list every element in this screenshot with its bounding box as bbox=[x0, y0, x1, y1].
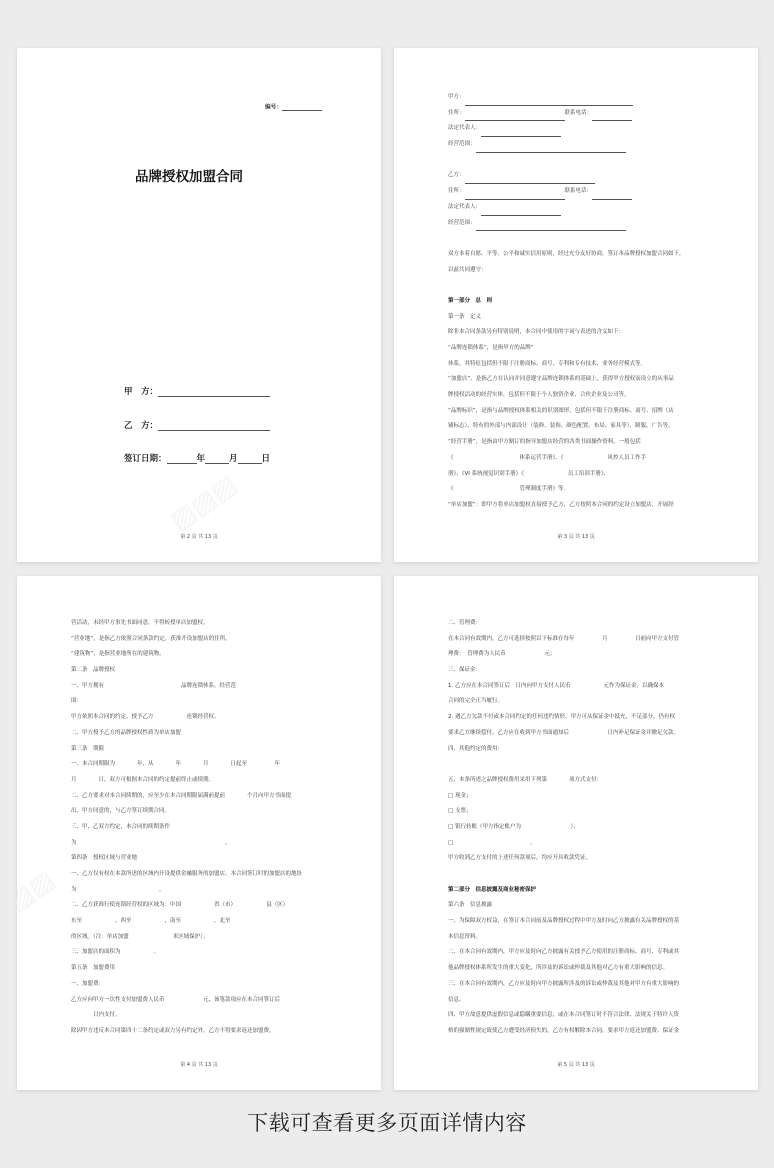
party-b-label: 乙 方： bbox=[124, 421, 159, 431]
text-line: 为 。 bbox=[71, 886, 165, 893]
page-4-body bbox=[448, 616, 718, 1040]
page-footer: 第 5 页 共 13 页 bbox=[557, 1062, 595, 1068]
text-line: 的区域。（注：单店加盟 米区域保护）。 bbox=[71, 933, 209, 940]
party-a-line bbox=[124, 385, 270, 397]
text-line: 甲方： bbox=[448, 90, 718, 106]
text-line: 月 日，双方可根据本合同的约定提前终止或续期。 bbox=[71, 776, 215, 783]
text-line: “经营手册”，是指由甲方制订的指导加盟店经营的各类书面操作资料，一般包括 bbox=[448, 439, 641, 446]
year-label: 年 bbox=[196, 454, 206, 464]
text-line: 除非本合同条款另有特别说明，本合同中使用的字词与表述的含义如下： bbox=[448, 329, 625, 336]
text-line: 营活动，未经甲方事先书面同意，不得转授单店加盟权。 bbox=[71, 620, 209, 626]
text-line: 住所： 联系电话： bbox=[448, 106, 718, 122]
text-line: 双方本着自愿、平等、公平和诚实信用原则，经过充分友好协商，签订本品牌授权加盟合同如下， bbox=[448, 250, 685, 257]
page-footer: 第 2 页 共 13 页 bbox=[180, 534, 218, 540]
page-4 bbox=[394, 576, 758, 1090]
text-line: □ 支票； bbox=[448, 808, 472, 815]
text-line: 第二条 品牌授权 bbox=[71, 667, 116, 674]
text-line bbox=[448, 153, 718, 169]
text-line: 东至 ，西至 ，南至 ，北至 bbox=[71, 918, 264, 925]
page-footer: 第 4 页 共 13 页 bbox=[180, 1062, 218, 1068]
text-line: 住所： 联系电话： bbox=[448, 184, 718, 200]
text-line: 一、为保障双方权益，在签订本合同前及品牌授权过程中甲方及时向乙方披露有关品牌授权的基 bbox=[448, 918, 680, 925]
month-label: 月 bbox=[229, 454, 238, 464]
text-line: □ 银行转账（甲方指定账户为 ）； bbox=[448, 823, 579, 830]
text-line: 信息。 bbox=[448, 996, 465, 1003]
watermark-mark bbox=[165, 470, 243, 537]
text-line: 要求乙方继续偿付。乙方应在收到甲方书面通知后 日内补足保证金并缴足欠款。 bbox=[448, 729, 680, 736]
text-line: 以兹共同遵守： bbox=[448, 266, 487, 273]
text-line bbox=[448, 278, 718, 294]
text-line: 围： bbox=[71, 698, 83, 705]
text-line: 《 体系运营手册》、《 风控人员工作手 bbox=[448, 454, 647, 461]
text-line: 三、保证金： bbox=[448, 667, 482, 674]
text-line: 第一条 定义 bbox=[448, 313, 482, 320]
page-2-body bbox=[448, 90, 718, 514]
text-line: 牌授权活动的经营实体，包括但不限于个人独资企业、合伙企业及公司等。 bbox=[448, 392, 630, 399]
party-b-line bbox=[124, 419, 270, 431]
page-cover bbox=[17, 48, 381, 562]
text-line: 五、本条所述之品牌授权费用采用下列第 项方式支付： bbox=[448, 776, 603, 783]
text-line: “营业地”，是指乙方依照合同条款约定，获准开设加盟店的住所。 bbox=[71, 635, 231, 642]
watermark-mark bbox=[17, 865, 60, 918]
text-line: 第一部分 总 则 bbox=[448, 297, 493, 304]
text-line: 三、加盟店的面积为 。 bbox=[71, 949, 160, 956]
text-line: □ 现金； bbox=[448, 792, 472, 799]
text-line: 第三条 期限 bbox=[71, 745, 105, 752]
text-line: 2. 遇乙方欠款不付或本合同约定的任何违约情形，甲方可从保证金中抵充，不足部分，仍有权 bbox=[448, 714, 675, 721]
text-line: 一、乙方仅有权在本款所述的区域内开设提供金融服务的加盟店。本合同签订时的加盟店的地址 bbox=[71, 871, 303, 877]
text-line: 《 管理制度手册》等。 bbox=[448, 486, 570, 493]
text-line: 他品牌授权体系所发生的重大变化，所涉及的诉讼或仲裁及其他对乙方有重大影响的信息。 bbox=[448, 965, 669, 972]
text-line: “建筑物”，是指营业地所在的建筑物。 bbox=[71, 651, 165, 658]
page-footer: 第 3 页 共 13 页 bbox=[557, 534, 595, 540]
text-line: 一、甲方拥有 品牌连锁体系，经营范 bbox=[71, 682, 237, 689]
page-3 bbox=[17, 576, 381, 1090]
contract-number-label: 编号： bbox=[265, 104, 282, 111]
text-line: 法定代表人： bbox=[448, 121, 718, 137]
text-line: 四、其他约定的费用： bbox=[448, 745, 504, 752]
text-line: 为 。 bbox=[71, 839, 231, 846]
contract-number bbox=[265, 105, 322, 111]
text-line: 二、乙方获准行使连锁经营权的区域为：中国 省（市） 县（区） bbox=[71, 902, 289, 909]
text-line: 理费： 管理费为人民币 元； bbox=[448, 651, 556, 658]
text-line: □ 。 bbox=[448, 839, 536, 846]
text-line: 二、乙方要求对本合同续期的，应至少在本合同期限届满前提前 个月向甲方书面提 bbox=[71, 792, 292, 799]
text-line: 甲方依照本合同的约定，授予乙方 连锁经营权。 bbox=[71, 714, 220, 721]
text-line: 三、在本合同有效期内，乙方应及时向甲方披露所涉及的诉讼或仲裁及其他对甲方有重大影响的 bbox=[448, 980, 680, 987]
text-line: 二、在本合同有效期内，甲方应及时向乙方披露有关授予乙方使用的注册商标、商号、专利或其 bbox=[448, 949, 680, 956]
text-line bbox=[448, 757, 718, 773]
party-a-label: 甲 方： bbox=[124, 387, 159, 397]
contract-title: 品牌授权加盟合同 bbox=[135, 169, 243, 185]
text-line: 一、加盟费： bbox=[71, 980, 105, 987]
page-2 bbox=[394, 48, 758, 562]
text-line: 出，甲方同意的，与乙方签订续期合同。 bbox=[71, 808, 171, 815]
text-line: 册》、《VI 系统视觉识别手册》《 员工培训手册》、 bbox=[448, 470, 610, 477]
text-line: 在本合同有效期内，乙方可选择按照以下标准在每年 月 日前向甲方支付管 bbox=[448, 635, 680, 642]
text-line: 二、甲方授予乙方的品牌授权性质为单店加盟 bbox=[71, 729, 182, 736]
text-line: 第四条 授权区域与营业地 bbox=[71, 855, 138, 862]
text-line: 体系，其特征包括但不限于注册商标、商号、专利和专有技术、业务经营模式等。 bbox=[448, 360, 647, 367]
text-line: “加盟店”，是指乙方在认同并同意遵守品牌连锁体系的基础上，获得甲方授权而设立的从事品 bbox=[448, 376, 674, 383]
sign-date-label: 签订日期： bbox=[124, 454, 167, 464]
page-3-body bbox=[71, 616, 341, 1040]
day-label: 日 bbox=[261, 454, 271, 464]
text-line: 四、甲方故意提供虚假信息或隐瞒重要信息，或在本合同签订时不符合法律、法规关于特许人资 bbox=[448, 1012, 680, 1019]
text-line: 经营范围： bbox=[448, 216, 718, 232]
text-line: 格的强制性规定致使乙方遭受经济损失的，乙方有权解除本合同，要求甲方返还加盟费、保证金 bbox=[448, 1027, 680, 1034]
text-line: 甲方收到乙方支付的上述任何款项后，均应开具收款凭证。 bbox=[448, 855, 592, 862]
text-line: “品牌标识”，是指与品牌授权体系相关的识别图形，包括但不限于注册商标、商号、招牌（店 bbox=[448, 407, 674, 414]
text-line: 乙方： bbox=[448, 168, 718, 184]
text-line: “单店加盟”：即甲方将单店加盟权直接授予乙方，乙方按照本合同的约定设立加盟店，开展经 bbox=[448, 501, 674, 508]
download-caption: 下载可查看更多页面详情内容 bbox=[247, 1111, 527, 1135]
text-line: 铺标志）、特有的外部与内部设计（装修、装饰、颜色配置、布局、家具等）、制服、广告等。 bbox=[448, 423, 674, 430]
text-line: 日内支付。 bbox=[71, 1012, 121, 1019]
text-line: 本信息资料。 bbox=[448, 933, 482, 940]
text-line: 合同的完全正当履行。 bbox=[448, 698, 504, 705]
sign-date-line bbox=[124, 452, 270, 464]
text-line: 经营范围： bbox=[448, 137, 718, 153]
text-line: 乙方应向甲方一次性支付加盟费人民币 元，该笔款项应在本合同签订后 bbox=[71, 996, 281, 1003]
text-line: 第六条 信息披露 bbox=[448, 902, 493, 909]
text-line: 第五条 加盟费用 bbox=[71, 965, 116, 972]
text-line bbox=[448, 231, 718, 247]
text-line: 1. 乙方应在本合同签订后 日内向甲方支付人民币 元作为保证金，以确保本 bbox=[448, 682, 664, 689]
text-line: 除因甲方违反本合同第四十二条约定或双方另有约定外，乙方不得要求返还加盟费。 bbox=[71, 1027, 275, 1034]
text-line: 三、甲、乙双方约定，本合同的续期条件 bbox=[71, 823, 171, 830]
text-line bbox=[448, 867, 718, 883]
text-line: 二、管理费： bbox=[448, 620, 482, 626]
text-line: 一、本合同期限为 年，从 年 月 日起至 年 bbox=[71, 761, 281, 768]
text-line: 法定代表人： bbox=[448, 200, 718, 216]
text-line: “品牌连锁体系”，是指甲方的品牌“ bbox=[448, 345, 534, 351]
text-line: 第二部分 信息披露及商业秘密保护 bbox=[448, 886, 537, 893]
